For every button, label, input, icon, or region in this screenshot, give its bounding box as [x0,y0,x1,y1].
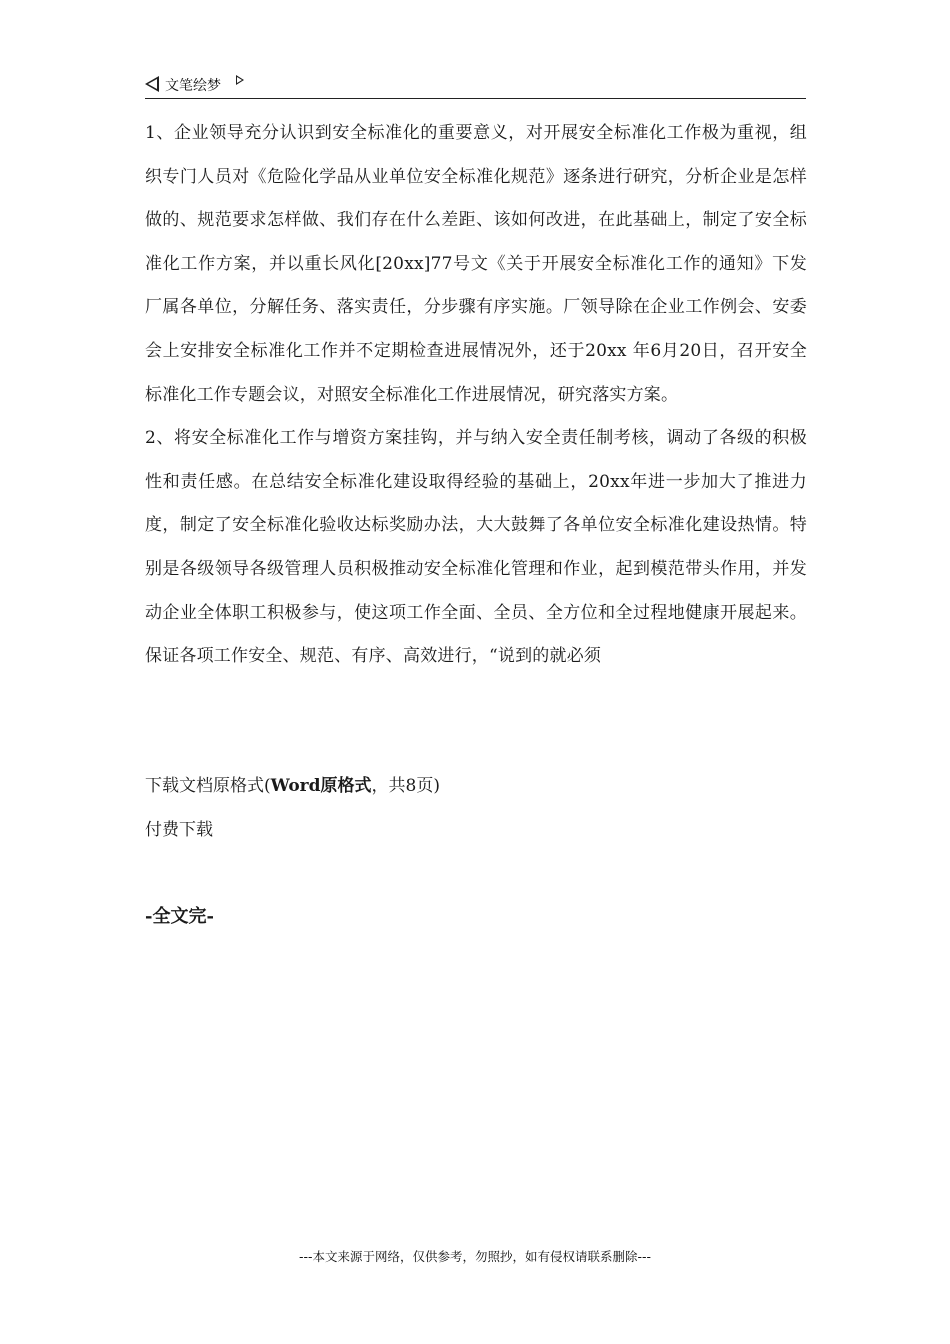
page-footer: ---本文来源于网络，仅供参考，勿照抄，如有侵权请联系删除--- [298,1249,652,1264]
triangle-right-icon [236,75,244,85]
header-brand: 文笔绘梦 [165,78,221,94]
paid-download-link[interactable]: 付费下载 [145,820,213,840]
download-suffix: ，共8页) [371,776,440,796]
download-link[interactable] [145,771,440,796]
triangle-left-icon [145,76,159,92]
end-mark: -全文完- [145,906,214,927]
document-body [145,112,807,679]
paragraph-1: 1、企业领导充分认识到安全标准化的重要意义，对开展安全标准化工作极为重视，组织专门人员对《危险化学品从业单位安全标准化规范》逐条进行研究，分析企业是怎样做的、规范要求怎样做、我们存在什么差距、该如何改进，在此基础上，制定了安全标准化工作方案，并以重长风化[20xx]77号文《关于开展安全标准化工作的通知》下发厂属各单位，分解任务、落实责任，分步骤有序实施。厂领导除在企业工作例会、安委会上安排安全标准化工作并不定期检查进展情况外，还于20xx 年6月20日，召开安全标准化工作专题会议，对照安全标准化工作进展情况，研究落实方案。 [145,123,807,405]
paragraph-2: 2、将安全标准化工作与增资方案挂钩，并与纳入安全责任制考核，调动了各级的积极性和责任感。在总结安全标准化建设取得经验的基础上，20xx年进一步加大了推进力度，制定了安全标准化验收达标奖励办法，大大鼓舞了各单位安全标准化建设热情。特别是各级领导各级管理人员积极推动安全标准化管理和作业，起到模范带头作用，并发动企业全体职工积极参与，使这项工作全面、全员、全方位和全过程地健康开展起来。保证各项工作安全、规范、有序、高效进行，“说到的就必须 [145,428,807,667]
download-format: Word原格式 [270,776,372,796]
page-header [145,72,806,99]
download-prefix: 下载文档原格式( [145,776,271,796]
